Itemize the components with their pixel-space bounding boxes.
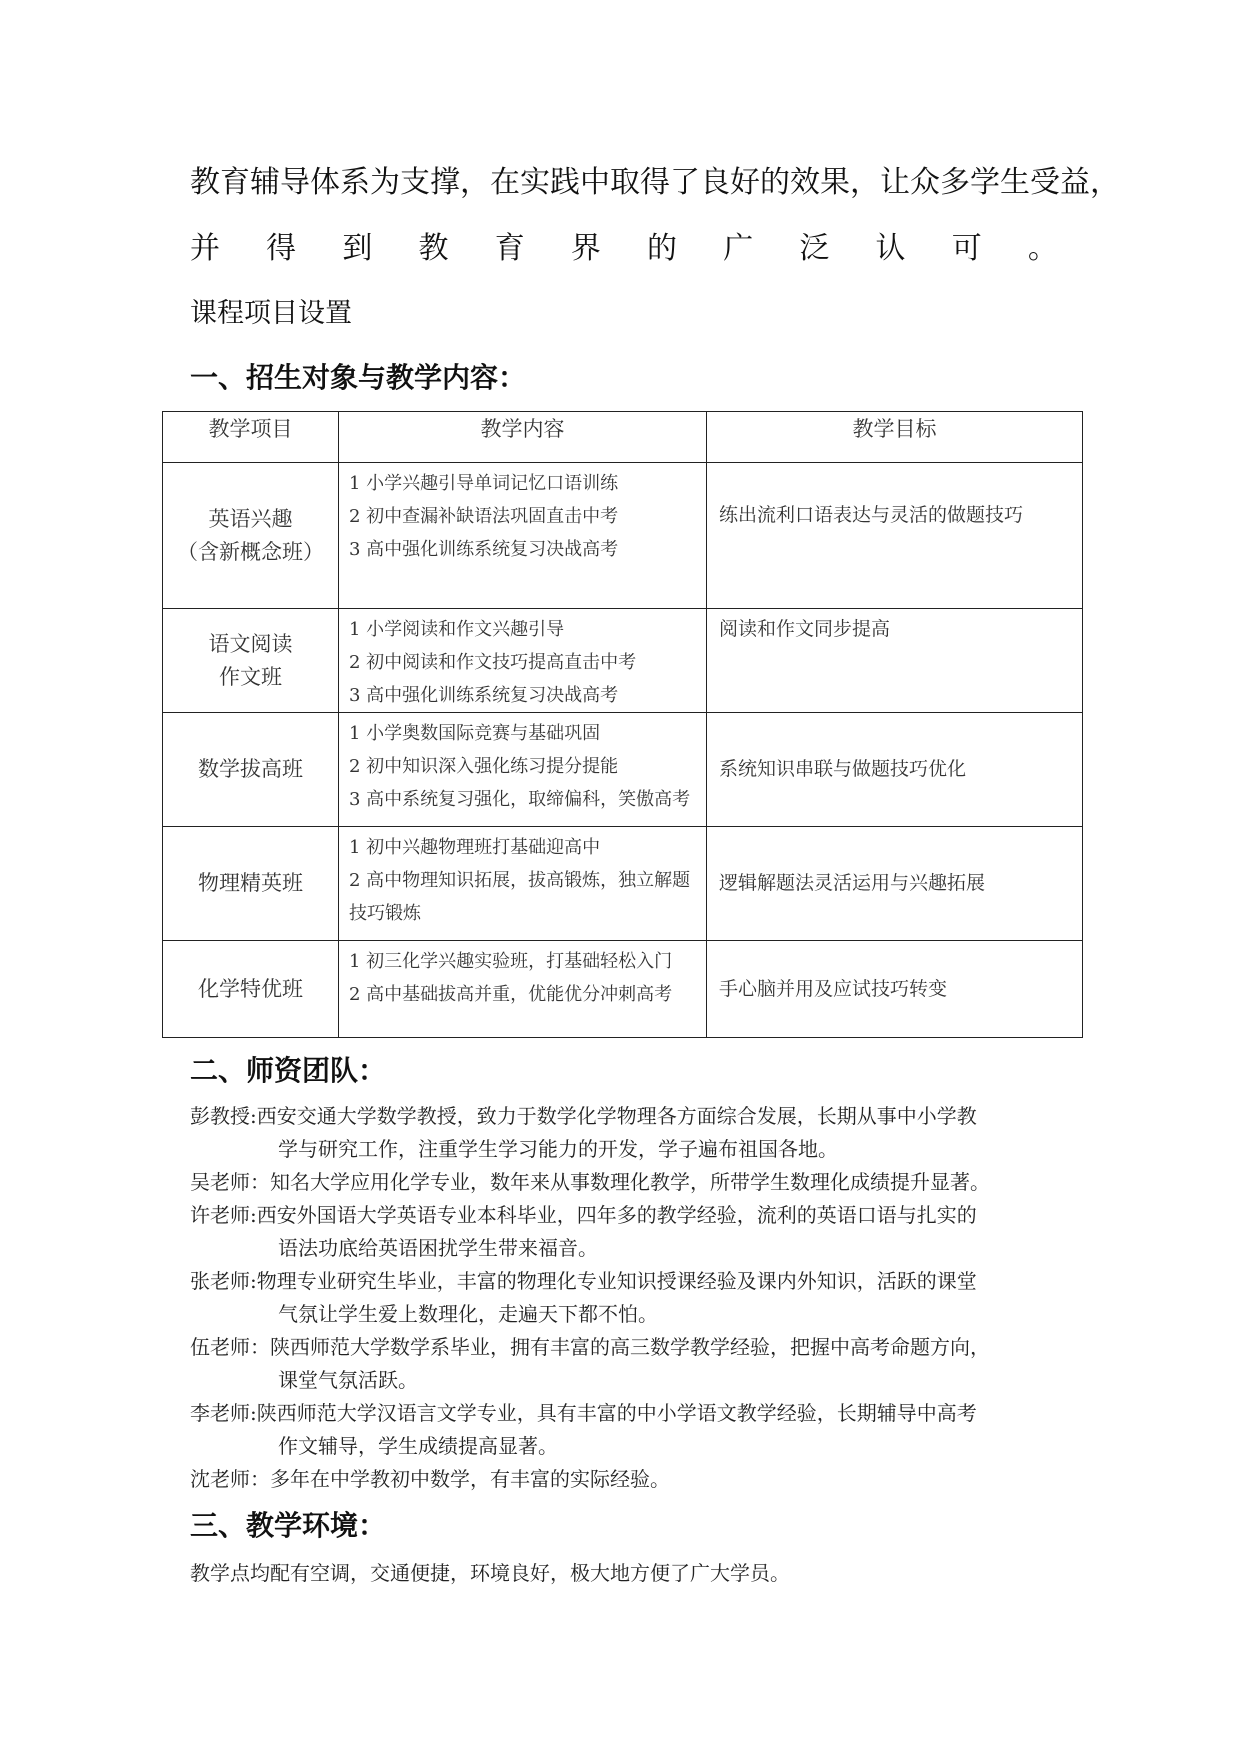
teacher-description: 气氛让学生爱上数理化，走遍天下都不怕。 [278, 1302, 658, 1326]
teacher-description: 物理专业研究生毕业，丰富的物理化专业知识授课经验及课内外知识，活跃的课堂 [256, 1269, 977, 1293]
intro-char: 广 [723, 231, 754, 266]
teacher-description: 课堂气氛活跃。 [278, 1368, 418, 1392]
goal-cell: 阅读和作文同步提高 [707, 609, 1083, 713]
content-cell [339, 941, 707, 1038]
content-cell [339, 609, 707, 713]
project-name: 化学特优班 [198, 976, 303, 1001]
content-line: 2 初中知识深入强化练习提分提能 [349, 756, 619, 777]
teacher-entry [190, 1265, 1070, 1331]
teacher-line [190, 1331, 1070, 1364]
teacher-description: 作文辅导，学生成绩提高显著。 [278, 1434, 558, 1458]
intro-char: 并 [190, 231, 220, 266]
teacher-entry [190, 1166, 1070, 1199]
teacher-description: 多年在中学教初中数学，有丰富的实际经验。 [270, 1467, 670, 1491]
intro-char: 泛 [799, 231, 830, 266]
table-row [163, 827, 1083, 941]
content-line: 2 初中查漏补缺语法巩固直击中考 [349, 506, 619, 527]
project-cell [163, 713, 339, 827]
project-subname: （含新概念班） [177, 539, 324, 564]
teacher-name: 李老师: [190, 1401, 257, 1425]
teacher-line [190, 1166, 1070, 1199]
table-row [163, 609, 1083, 713]
content-line: 1 小学奥数国际竞赛与基础巩固 [349, 723, 601, 744]
content-line: 1 初三化学兴趣实验班，打基础轻松入门 [349, 951, 673, 972]
teacher-name: 许老师: [190, 1203, 257, 1227]
teacher-entry [190, 1397, 1070, 1463]
header-project: 教学项目 [163, 412, 339, 463]
teacher-description: 西安交通大学数学教授，致力于数学化学物理各方面综合发展，长期从事中小学教 [256, 1104, 977, 1128]
content-line: 3 高中强化训练系统复习决战高考 [349, 539, 619, 560]
teacher-name: 沈老师： [190, 1467, 270, 1491]
teacher-line [190, 1100, 1070, 1133]
teacher-name: 伍老师： [190, 1335, 270, 1359]
content-line: 2 初中阅读和作文技巧提高直击中考 [349, 652, 637, 673]
course-heading: 课程项目设置 [190, 298, 352, 329]
intro-line-2 [190, 229, 1058, 269]
content-line: 2 高中基础拔高并重，优能优分冲刺高考 [349, 984, 673, 1005]
goal-cell: 手心脑并用及应试技巧转变 [707, 941, 1083, 1038]
intro-char: 育 [494, 231, 525, 266]
project-name: 数学拔高班 [198, 757, 303, 781]
teacher-name: 吴老师： [190, 1170, 270, 1194]
environment-text: 教学点均配有空调，交通便捷，环境良好，极大地方便了广大学员。 [190, 1561, 790, 1585]
teacher-description: 西安外国语大学英语专业本科毕业，四年多的教学经验，流利的英语口语与扎实的 [256, 1203, 977, 1227]
teacher-description: 知名大学应用化学专业，数年来从事数理化教学，所带学生数理化成绩提升显著。 [270, 1170, 990, 1194]
section-3-title: 三、教学环境： [190, 1509, 387, 1542]
course-table [162, 411, 1083, 1038]
teacher-entry [190, 1331, 1070, 1397]
intro-line-1: 教育辅导体系为支撑，在实践中取得了良好的效果，让众多学生受益， [190, 165, 1120, 200]
teacher-description: 陕西师范大学数学系毕业，拥有丰富的高三数学教学经验，把握中高考命题方向， [270, 1335, 990, 1359]
intro-char: 教 [418, 231, 449, 266]
teacher-name: 张老师: [190, 1269, 257, 1293]
project-name: 语文阅读 [208, 631, 293, 656]
project-cell [163, 827, 339, 941]
teacher-entry [190, 1199, 1070, 1265]
content-line: 2 高中物理知识拓展，拔高锻炼，独立解题 [349, 870, 691, 891]
project-name: 物理精英班 [198, 871, 303, 895]
content-line: 1 小学兴趣引导单词记忆口语训练 [349, 473, 619, 494]
teacher-line [190, 1199, 1070, 1232]
teacher-name: 彭教授: [190, 1104, 257, 1128]
content-cell [339, 713, 707, 827]
intro-char: 。 [1027, 231, 1058, 266]
teacher-line [190, 1397, 1070, 1430]
intro-char: 的 [647, 231, 678, 266]
content-line: 技巧锻炼 [349, 903, 421, 924]
goal-cell: 练出流利口语表达与灵活的做题技巧 [707, 463, 1083, 609]
project-cell [163, 609, 339, 713]
intro-char: 认 [875, 231, 906, 266]
project-name: 英语兴趣 [208, 506, 293, 531]
goal-cell: 系统知识串联与做题技巧优化 [707, 713, 1083, 827]
teacher-description: 语法功底给英语困扰学生带来福音。 [278, 1236, 598, 1260]
teacher-description: 学与研究工作，注重学生学习能力的开发，学子遍布祖国各地。 [278, 1137, 838, 1161]
header-goal: 教学目标 [707, 412, 1083, 463]
header-content: 教学内容 [339, 412, 707, 463]
teacher-description: 陕西师范大学汉语言文学专业，具有丰富的中小学语文教学经验，长期辅导中高考 [256, 1401, 977, 1425]
project-subname: 作文班 [219, 664, 282, 689]
teacher-line [190, 1463, 1070, 1496]
table-row [163, 713, 1083, 827]
project-cell [163, 463, 339, 609]
teacher-line [190, 1265, 1070, 1298]
content-line: 1 小学阅读和作文兴趣引导 [349, 619, 565, 640]
goal-cell: 逻辑解题法灵活运用与兴趣拓展 [707, 827, 1083, 941]
content-line: 3 高中强化训练系统复习决战高考 [349, 685, 619, 706]
content-cell [339, 827, 707, 941]
intro-char: 得 [266, 231, 297, 266]
content-line: 3 高中系统复习强化，取缔偏科，笑傲高考 [349, 789, 691, 810]
intro-char: 可 [951, 231, 982, 266]
teacher-entry [190, 1463, 1070, 1496]
section-1-title: 一、招生对象与教学内容： [190, 361, 527, 394]
intro-char: 界 [570, 231, 601, 266]
content-cell [339, 463, 707, 609]
table-row [163, 941, 1083, 1038]
section-2-title: 二、师资团队： [190, 1054, 387, 1087]
content-line: 1 初中兴趣物理班打基础迎高中 [349, 837, 601, 858]
table-row [163, 463, 1083, 609]
table-header-row [163, 412, 1083, 463]
teacher-entry [190, 1100, 1070, 1166]
project-cell [163, 941, 339, 1038]
intro-char: 到 [342, 231, 373, 266]
